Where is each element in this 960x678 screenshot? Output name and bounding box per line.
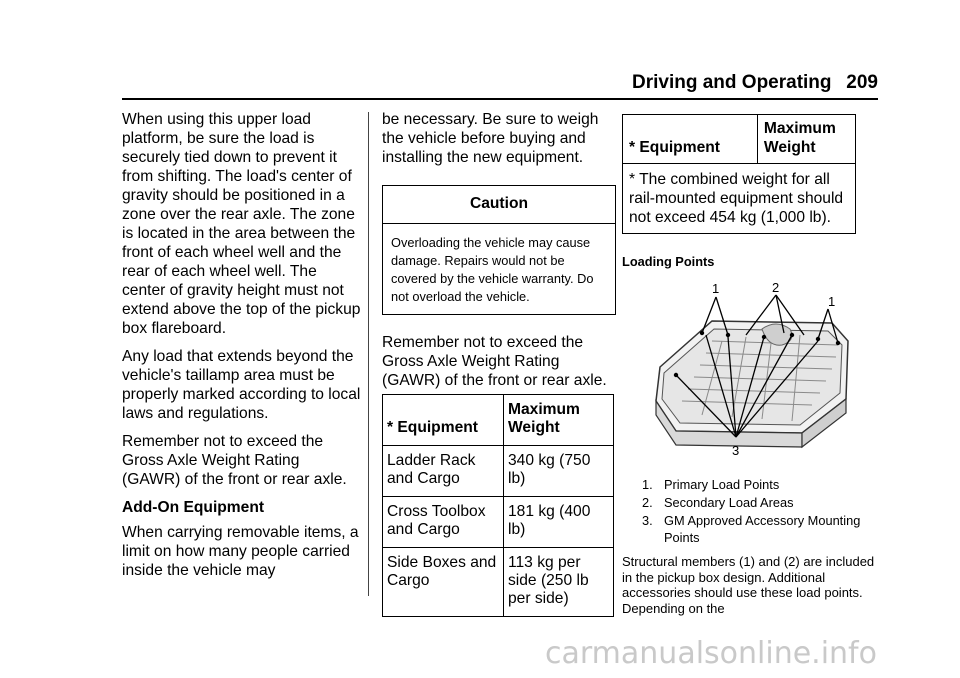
header-rule [122, 98, 878, 100]
table-cell: 340 kg (750 lb) [504, 446, 614, 497]
caution-text: Overloading the vehicle may cause damage. Repairs would not be covered by the vehicle warranty. Do not overload the vehicle. [391, 235, 594, 304]
table-cell: Side Boxes and Cargo [383, 548, 504, 617]
equipment-weight-table [382, 394, 614, 617]
legend-item: 3. GM Approved Accessory Mounting Points [642, 513, 861, 545]
table-header-cell: Maximum Weight [504, 395, 614, 446]
table-cell: Ladder Rack and Cargo [383, 446, 504, 497]
section-title: Driving and Operating [632, 72, 832, 93]
loading-points-figure [642, 281, 878, 466]
callout-label-1b: 1 [828, 294, 836, 309]
table-cell: 181 kg (400 lb) [504, 497, 614, 548]
table-row [383, 446, 614, 497]
callout-label-1: 1 [712, 281, 720, 296]
figure-caption: Loading Points [622, 254, 715, 269]
section-heading: Add-On Equipment [122, 499, 265, 516]
body-paragraph: Remember not to exceed the Gross Axle Weight Rating (GAWR) of the front or rear axle. [122, 433, 347, 488]
callout-label-3: 3 [732, 443, 740, 458]
page-number: 209 [846, 72, 878, 93]
body-paragraph: When carrying removable items, a limit on how many people carried inside the vehicle may [122, 524, 359, 579]
callout-label-2: 2 [772, 281, 780, 295]
figure-legend [622, 476, 878, 546]
caution-box [382, 185, 616, 315]
column-1 [122, 110, 362, 589]
column-2 [382, 110, 616, 617]
caution-title: Caution [383, 186, 615, 224]
table-header-row [623, 115, 855, 164]
table-header-cell: Maximum Weight [763, 120, 836, 156]
body-paragraph: When using this upper load platform, be sure the load is securely tied down to prevent it from shifting. The load's center of gravity should be positioned in a zone over the rear axle. The zone is located in the area between the front of each wheel well and the rear of each wheel well. The center of gravity height must not extend above the top of the pickup box flareboard. [122, 111, 361, 337]
body-paragraph: Remember not to exceed the Gross Axle Weight Rating (GAWR) of the front or rear axle. [382, 334, 607, 389]
page-header [632, 72, 878, 94]
equipment-note-table [622, 114, 856, 234]
pickup-box-illustration [642, 281, 852, 461]
body-paragraph: Structural members (1) and (2) are included in the pickup box design. Additional accessories should use these load points. Depending on the [622, 554, 875, 616]
table-row [383, 548, 614, 617]
table-header-cell: * Equipment [383, 395, 504, 446]
body-paragraph: Any load that extends beyond the vehicle's taillamp area must be properly marked according to local laws and regulations. [122, 348, 361, 422]
table-header-row [383, 395, 614, 446]
table-note: * The combined weight for all rail-mounted equipment should not exceed 454 kg (1,000 lb). [629, 171, 844, 226]
legend-item: 1. Primary Load Points [642, 477, 780, 492]
table-header-cell: * Equipment [623, 115, 758, 163]
table-cell: Cross Toolbox and Cargo [383, 497, 504, 548]
body-paragraph: be necessary. Be sure to weigh the vehicle before buying and installing the new equipment. [382, 111, 599, 166]
table-row [383, 497, 614, 548]
column-3 [622, 114, 878, 625]
legend-item: 2. Secondary Load Areas [642, 495, 794, 510]
table-cell: 113 kg per side (250 lb per side) [504, 548, 614, 617]
watermark: carmanualsonline.info [545, 636, 877, 671]
column-divider [368, 112, 369, 596]
